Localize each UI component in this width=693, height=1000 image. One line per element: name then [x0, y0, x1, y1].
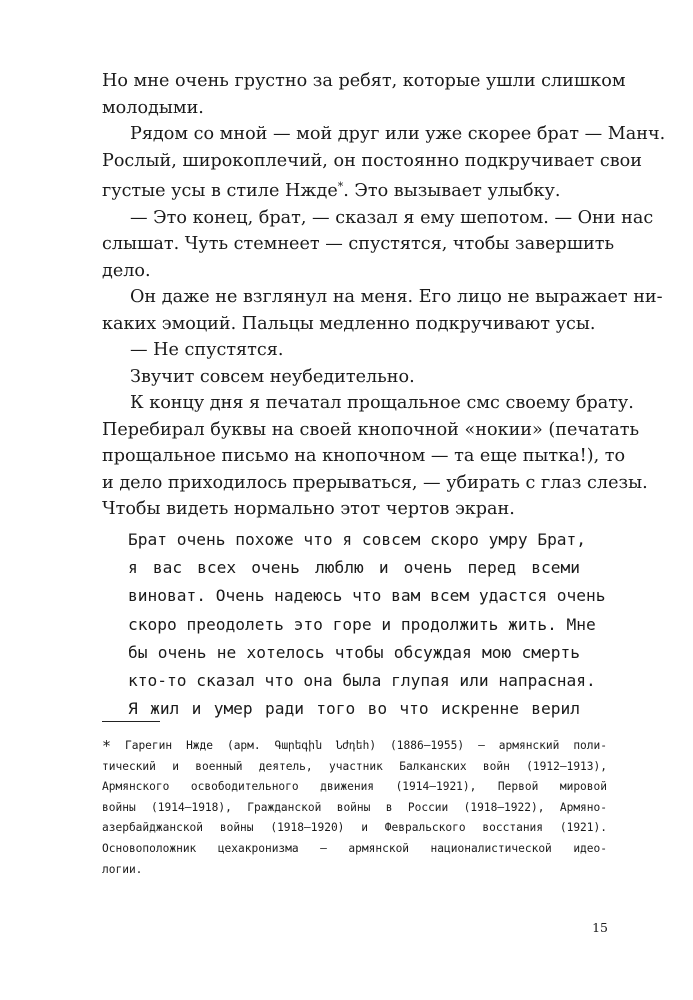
- text-line: [102, 174, 607, 205]
- text-line: К концу дня я печатал прощальное смс своему брату.: [130, 393, 634, 413]
- text-fragment: Гарегин Нжде (арм. Գարեգին Նժդեհ) (1886–1955) — армянский поли-: [111, 739, 607, 752]
- main-text: [102, 68, 666, 523]
- text-line: слышат. Чуть стемнеет — спустятся, чтобы завершить: [102, 234, 615, 254]
- paragraph: [102, 284, 663, 337]
- text-line: Звучит совсем неубедительно.: [130, 366, 415, 387]
- footnote-divider: [102, 721, 160, 722]
- footnote-line: тический и военный деятель, участник Балканских войн (1912–1913),: [102, 759, 607, 773]
- text-line: и дело приходилось прерываться, — убирать с глаз слезы.: [102, 472, 648, 493]
- text-line: дело.: [102, 260, 151, 281]
- text-line: Он даже не взглянул на меня. Его лицо не выражает ни-: [130, 287, 663, 307]
- text-line: молодыми.: [102, 97, 204, 118]
- footnote-line: Основоположник цехакронизма — армянской националистической идео-: [102, 841, 607, 855]
- paragraph: [102, 390, 648, 523]
- text-line: Рядом со мной — мой друг или уже скорее брат — Манч.: [130, 124, 666, 144]
- page-number: 15: [592, 920, 608, 935]
- text-line: Перебирал буквы на своей кнопочной «нокии» (печатать: [102, 419, 640, 440]
- sms-line: Брат очень похоже что я совсем скоро умру Брат,: [128, 530, 587, 549]
- text-fragment: . Это вызывает улыбку.: [343, 181, 561, 201]
- paragraph: [102, 337, 607, 364]
- paragraph: [102, 205, 654, 285]
- footnote: [102, 736, 607, 880]
- text-line: Чтобы видеть нормально этот чертов экран.: [102, 499, 515, 519]
- text-fragment: густые усы в стиле Нжде: [102, 181, 338, 201]
- sms-line: Я жил и умер ради того во что искренне верил: [128, 699, 580, 719]
- footnote-marker: *: [102, 737, 112, 755]
- text-line: — Это конец, брат, — сказал я ему шепотом. — Они нас: [130, 207, 654, 228]
- paragraph: [102, 68, 626, 121]
- sms-line: я вас всех очень люблю и очень перед всеми: [128, 558, 580, 578]
- sms-line: скоро преодолеть это горе и продолжить жить. Мне: [128, 614, 596, 634]
- text-line: каких эмоций. Пальцы медленно подкручивают усы.: [102, 313, 596, 334]
- text-line: прощальное письмо на кнопочном — та еще пытка!), то: [102, 446, 626, 466]
- footnote-reference[interactable]: *: [337, 180, 344, 193]
- text-line: Рослый, широкоплечий, он постоянно подкручивает свои: [102, 150, 642, 171]
- sms-line: бы очень не хотелось чтобы обсуждая мою смерть: [128, 642, 580, 662]
- footnote-line: Армянского освободительного движения (1914–1921), Первой мировой: [102, 780, 607, 794]
- paragraph: [102, 121, 666, 205]
- sms-message: [128, 526, 606, 723]
- text-line: Но мне очень грустно за ребят, которые ушли слишком: [102, 71, 626, 91]
- footnote-line: войны (1914–1918), Гражданской войны в России (1918–1922), Армяно-: [102, 800, 607, 814]
- text-line: — Не спустятся.: [130, 340, 284, 360]
- footnote-line: азербайджанской войны (1918–1920) и Февральского восстания (1921).: [102, 821, 607, 835]
- sms-line: кто-то сказал что она была глупая или напрасная.: [128, 671, 596, 691]
- paragraph: [102, 364, 607, 391]
- sms-line: виноват. Очень надеюсь что вам всем удастся очень: [128, 586, 606, 606]
- footnote-line: логии.: [102, 862, 143, 876]
- footnote-line: [102, 736, 607, 757]
